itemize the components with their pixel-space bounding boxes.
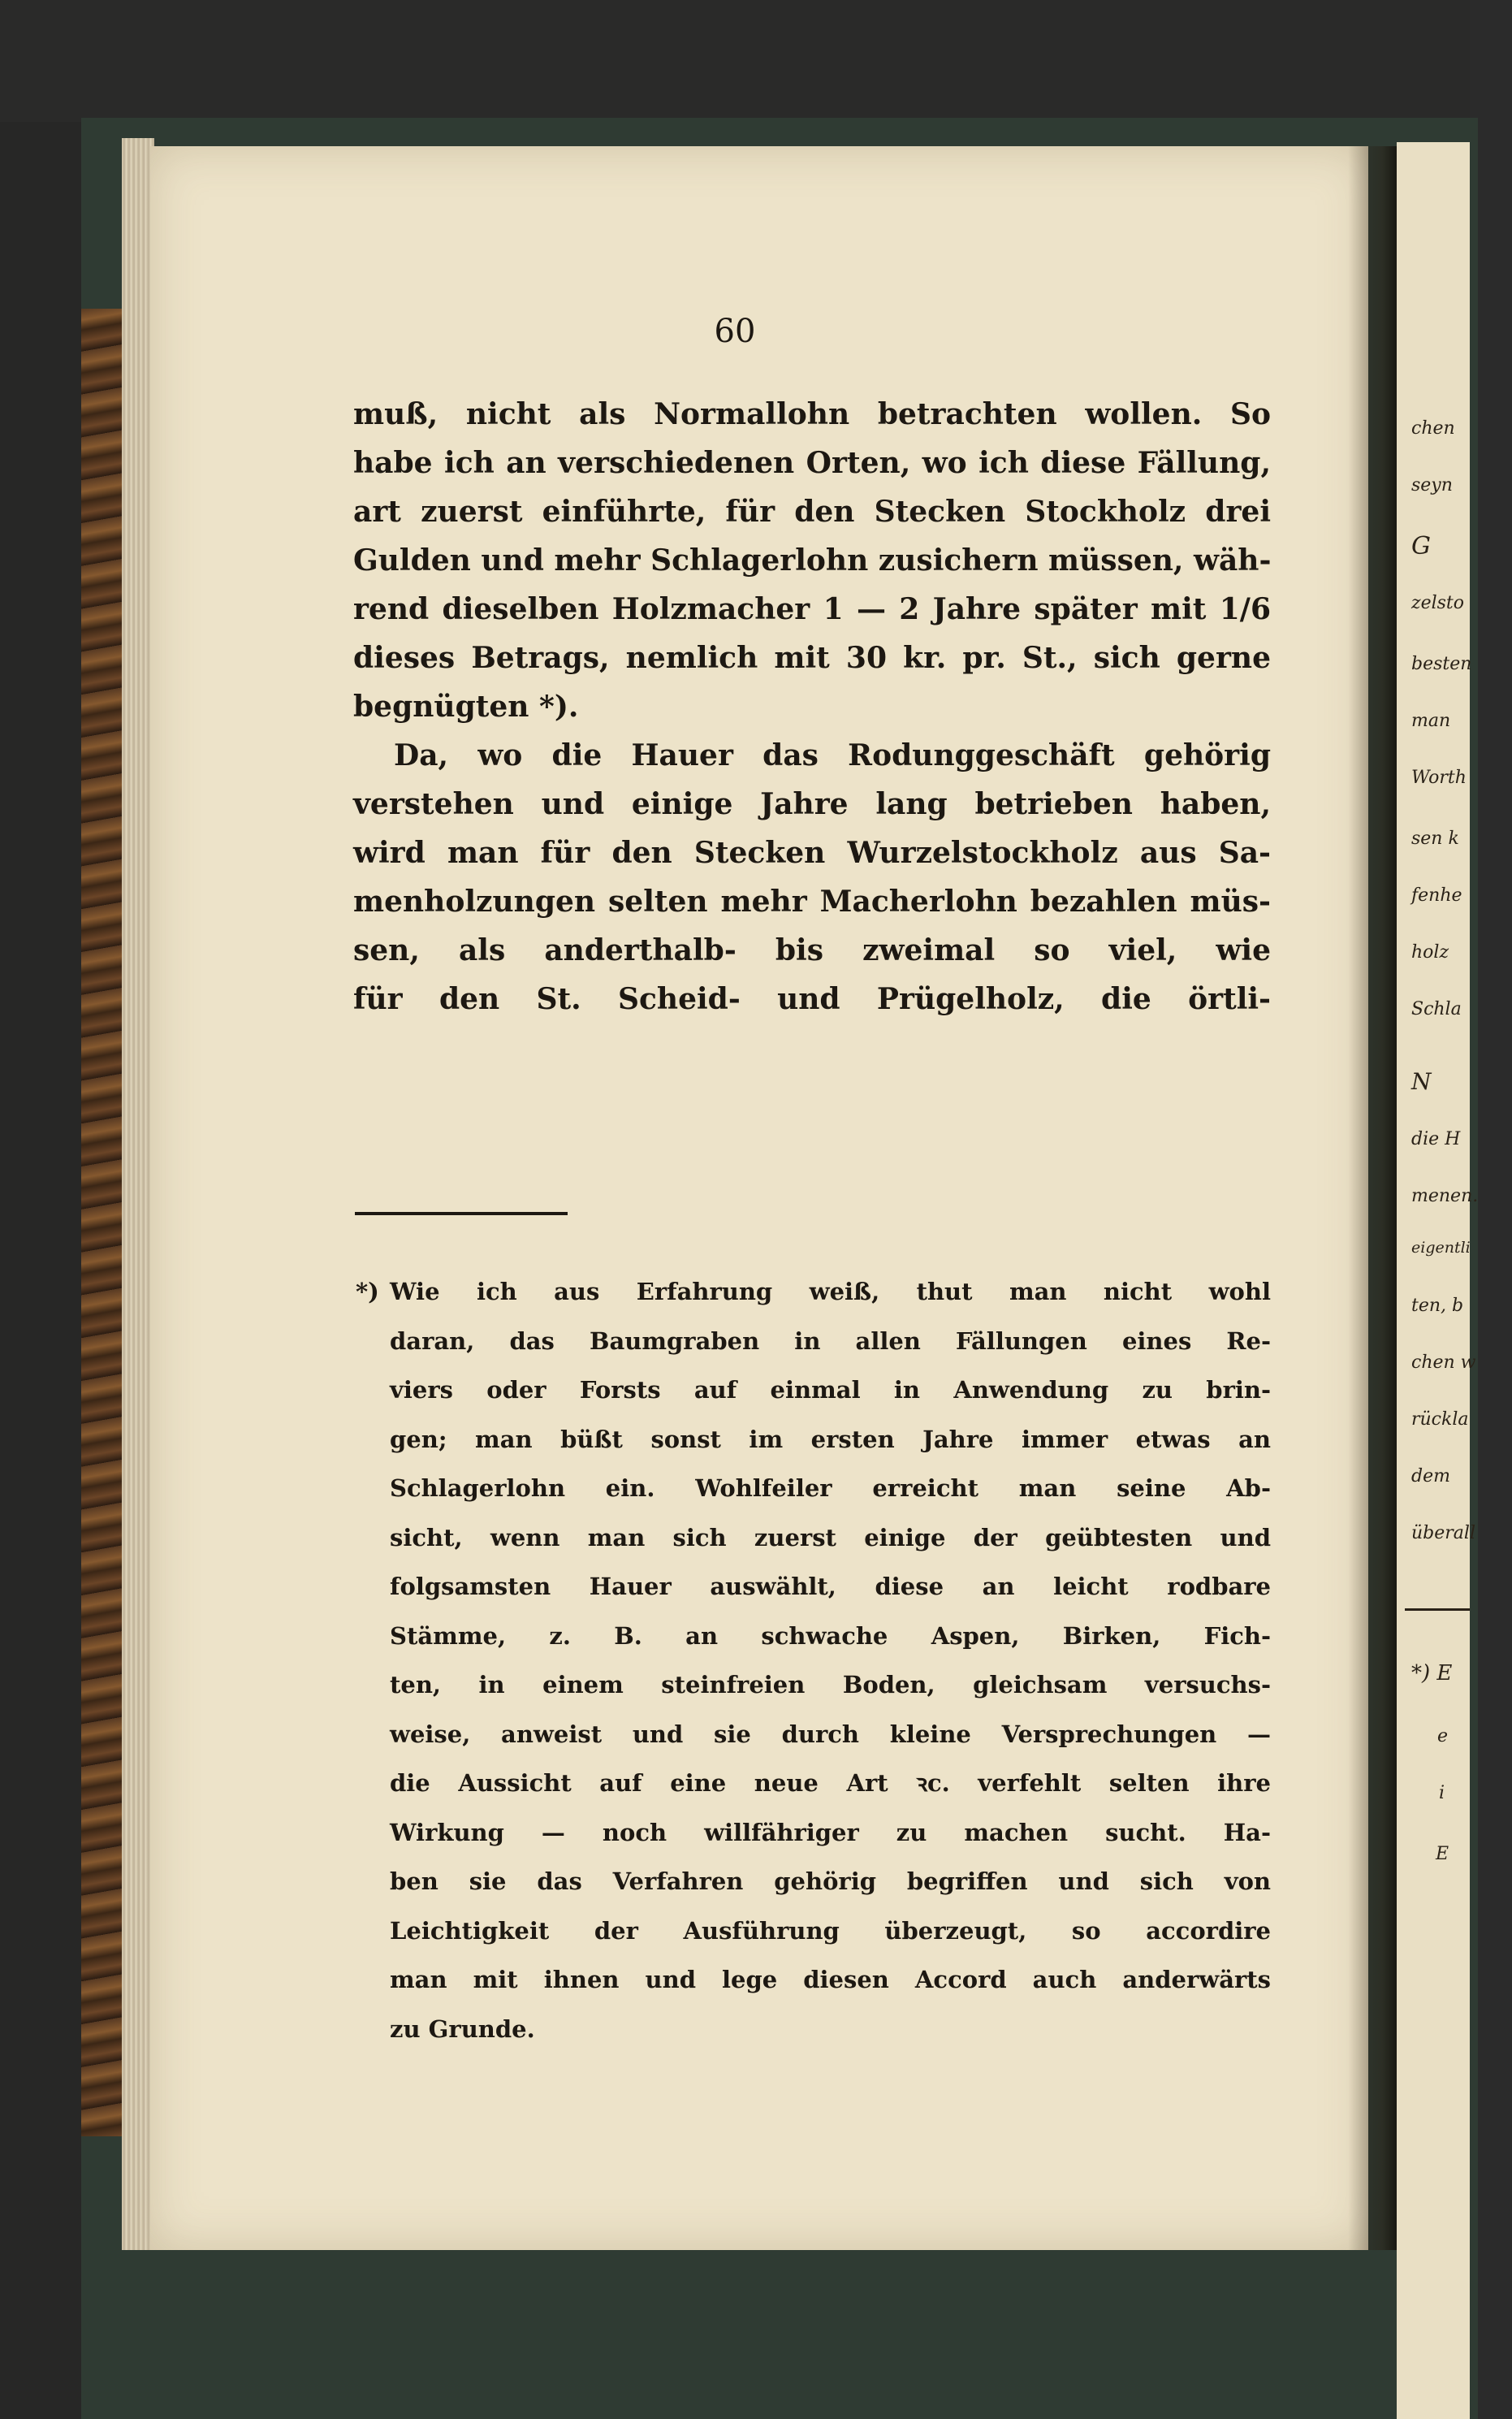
facing-fragment: chen w <box>1411 1352 1476 1373</box>
page-edges <box>122 138 154 2250</box>
footnote <box>356 1267 1271 2053</box>
marbled-board-edge <box>81 309 122 2136</box>
facing-fragment: chen <box>1411 418 1455 439</box>
text-line: rend dieselben Holzmacher 1 — 2 Jahre später mit 1/6 <box>353 592 1271 626</box>
facing-fragment: Schla <box>1411 999 1462 1019</box>
text-line: art zuerst einführte, für den Stecken Stockholz drei <box>353 495 1271 529</box>
footnote-line: folgsamsten Hauer auswählt, diese an leicht rodbare <box>390 1573 1271 1600</box>
facing-fragment: G <box>1411 532 1431 560</box>
footnote-line: weise, anweist und sie durch kleine Versprechungen — <box>390 1720 1271 1748</box>
footnote-line: die Aussicht auf eine neue Art ꝛc. verfehlt selten ihre <box>390 1769 1271 1797</box>
footnote-line: Stämme, z. B. an schwache Aspen, Birken, Fich- <box>390 1621 1271 1650</box>
facing-fragment: man <box>1411 711 1451 731</box>
facing-footnote-rule <box>1405 1608 1470 1611</box>
facing-fragment: fenhe <box>1411 885 1462 906</box>
footnote-line: sicht, wenn man sich zuerst einige der geübtesten und <box>390 1523 1271 1551</box>
text-line: muß, nicht als Normallohn betrachten wollen. So <box>353 397 1271 431</box>
text-line: sen, als anderthalb- bis zweimal so viel, wie <box>353 933 1271 967</box>
gutter-shadow <box>1348 146 1397 2250</box>
facing-fragment: i <box>1439 1783 1445 1803</box>
text-line: für den St. Scheid- und Prügelholz, die örtli- <box>353 982 1271 1016</box>
footnote-line: Wie ich aus Erfahrung weiß, thut man nicht wohl <box>390 1278 1271 1305</box>
facing-fragment: eigentli <box>1411 1239 1471 1257</box>
facing-fragment: die H <box>1411 1129 1461 1149</box>
footnote-rule <box>355 1212 568 1215</box>
text-line: Gulden und mehr Schlagerlohn zusichern müssen, wäh- <box>353 543 1272 578</box>
text-line: verstehen und einige Jahre lang betrieben haben, <box>353 787 1271 821</box>
text-line: dieses Betrags, nemlich mit 30 kr. pr. St., sich gerne <box>353 641 1271 675</box>
footnote-line: daran, das Baumgraben in allen Fällungen eines Re- <box>390 1326 1271 1355</box>
facing-fragment: rückla <box>1411 1409 1469 1430</box>
text-line: Da, wo die Hauer das Rodunggeschäft gehörig <box>394 738 1271 772</box>
facing-fragment: N <box>1411 1068 1432 1095</box>
footnote-line: gen; man büßt sonst im ersten Jahre immer etwas an <box>390 1425 1271 1453</box>
facing-fragment: *) E <box>1411 1661 1453 1686</box>
footnote-line: ten, in einem steinfreien Boden, gleichsam versuchs- <box>390 1671 1271 1698</box>
facing-fragment: dem <box>1411 1466 1450 1486</box>
footnote-line: ben sie das Verfahren gehörig begriffen und sich von <box>390 1867 1271 1895</box>
facing-fragment: seyn <box>1411 475 1453 495</box>
facing-fragment: e <box>1437 1726 1449 1746</box>
facing-fragment: überall <box>1411 1523 1475 1543</box>
facing-fragment: holz <box>1411 942 1449 963</box>
facing-fragment: sen k <box>1411 829 1459 849</box>
footnote-line: viers oder Forsts auf einmal in Anwendung zu brin- <box>390 1376 1271 1404</box>
facing-fragment: ten, b <box>1411 1296 1464 1316</box>
backdrop <box>0 0 1470 122</box>
footnote-line: man mit ihnen und lege diesen Accord auch anderwärts <box>390 1966 1271 1993</box>
main-text <box>353 390 1271 1023</box>
text-line: habe ich an verschiedenen Orten, wo ich diese Fällung, <box>353 446 1271 480</box>
page-number <box>81 313 1389 350</box>
facing-fragment: besten <box>1411 654 1472 674</box>
footnote-line: zu Grunde. <box>390 2014 535 2043</box>
facing-fragment: Worth <box>1411 768 1467 788</box>
footnote-line: Wirkung — noch willfähriger zu machen sucht. Ha- <box>390 1818 1271 1846</box>
facing-fragment: menen. <box>1411 1186 1479 1206</box>
text-line: menholzungen selten mehr Macherlohn bezahlen müs- <box>353 885 1271 919</box>
footnote-line: Schlagerlohn ein. Wohlfeiler erreicht man seine Ab- <box>390 1474 1271 1502</box>
footnote-marker: *) <box>356 1278 379 1305</box>
footnote-line: Leichtigkeit der Ausführung überzeugt, so accordire <box>390 1916 1271 1945</box>
text-line: wird man für den Stecken Wurzelstockholz aus Sa- <box>353 836 1271 870</box>
facing-page <box>1397 142 1479 2419</box>
page-number-text: 60 <box>714 313 756 350</box>
facing-fragment: E <box>1436 1844 1449 1864</box>
facing-fragment: zelsto <box>1411 593 1465 613</box>
text-line: begnügten *). <box>353 690 579 724</box>
